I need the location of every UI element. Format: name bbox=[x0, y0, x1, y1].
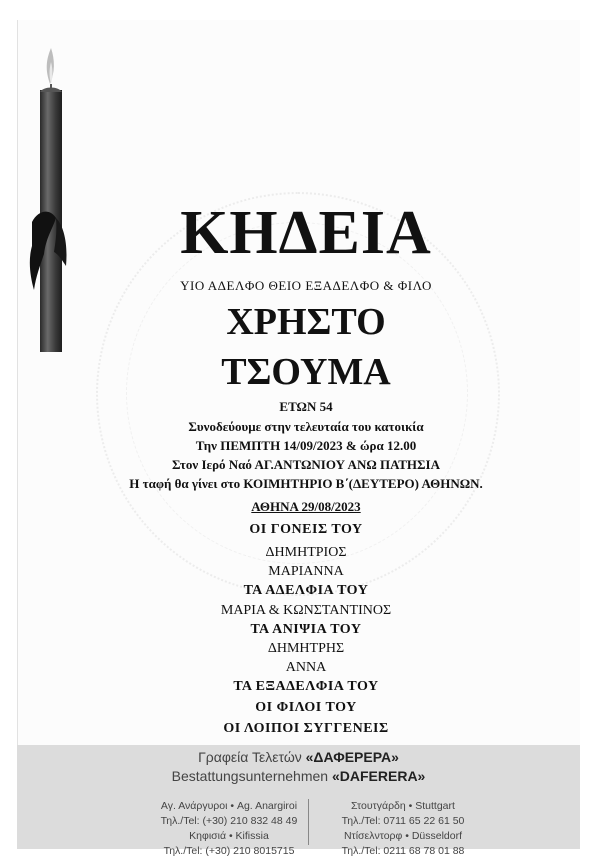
candle-with-black-ribbon-icon bbox=[24, 40, 72, 352]
footer-phone: Τηλ./Tel: (+30) 210 8015715 bbox=[163, 845, 295, 857]
ceremony-line: Συνοδεύουμε στην τελευταία του κατοικία bbox=[188, 419, 424, 434]
mourner-group-heading: ΤΑ ΕΞΑΔΕΛΦΙΑ ΤΟΥ bbox=[233, 679, 379, 694]
deceased-last-name: ΤΣΟΥΜΑ bbox=[221, 351, 391, 393]
funeral-home-footer bbox=[17, 745, 580, 857]
mourner-group-heading: ΤΑ ΑΔΕΛΦΙΑ ΤΟΥ bbox=[243, 583, 369, 598]
footer-line-greek bbox=[17, 749, 580, 765]
mourner-name: ΜΑΡΙΑ & ΚΩΝΣΤΑΝΤΙΝΟΣ bbox=[220, 603, 392, 618]
ceremony-line: Την ΠΕΜΠΤΗ 14/09/2023 & ώρα 12.00 bbox=[195, 438, 417, 453]
ceremony-line: Στον Ιερό Ναό ΑΓ.ΑΝΤΩΝΙΟΥ ΑΝΩ ΠΑΤΗΣΙΑ bbox=[172, 457, 440, 472]
footer-prefix-german: Bestattungsunternehmen bbox=[171, 768, 332, 784]
relation-line: ΥΙΟ ΑΔΕΛΦΟ ΘΕΙΟ ΕΞΑΔΕΛΦΟ & ΦΙΛΟ bbox=[180, 278, 432, 293]
notice-date: ΑΘΗΝΑ 29/08/2023 bbox=[251, 499, 361, 514]
footer-phone: Τηλ./Tel: (+30) 210 832 48 49 bbox=[160, 815, 298, 827]
footer-prefix-greek: Γραφεία Τελετών bbox=[198, 749, 306, 765]
footer-contacts-greece bbox=[135, 799, 323, 859]
notice-title: ΚΗΔΕΙΑ bbox=[180, 199, 432, 267]
mourner-group-heading: ΟΙ ΦΙΛΟΙ ΤΟΥ bbox=[255, 700, 357, 715]
footer-phone: Τηλ./Tel: 0711 65 22 61 50 bbox=[341, 815, 465, 827]
deceased-first-name: ΧΡΗΣΤΟ bbox=[226, 301, 386, 343]
footer-location: Κηφισιά • Kifissia bbox=[189, 830, 269, 842]
mourner-group-heading: ΤΑ ΑΝΙΨΙΑ ΤΟΥ bbox=[250, 622, 362, 637]
footer-location: Στουτγάρδη • Stuttgart bbox=[351, 800, 455, 812]
footer-name-german: «DAFERERA» bbox=[331, 768, 426, 784]
mourner-name: ΑΝΝΑ bbox=[285, 660, 327, 675]
mourner-name: ΔΗΜΗΤΡΗΣ bbox=[267, 641, 345, 656]
footer-location: Ντίσελντορφ • Düsseldorf bbox=[343, 830, 463, 842]
footer-name-greek: «ΔΑΦΕΡΕΡΑ» bbox=[305, 749, 399, 765]
footer-contacts-germany bbox=[309, 799, 497, 859]
mourner-name: ΔΗΜΗΤΡΙΟΣ bbox=[265, 545, 347, 560]
ceremony-line: Η ταφή θα γίνει στο ΚΟΙΜΗΤΗΡΙΟ Β΄(ΔΕΥΤΕΡΟ) ΑΘΗΝΩΝ. bbox=[129, 476, 483, 491]
footer-location: Αγ. Ανάργυροι • Ag. Anargiroi bbox=[160, 800, 298, 812]
mourner-group-heading: ΟΙ ΓΟΝΕΙΣ ΤΟΥ bbox=[249, 522, 363, 537]
footer-line-german bbox=[17, 768, 580, 784]
mourner-group-heading: ΟΙ ΛΟΙΠΟΙ ΣΥΓΓΕΝΕΙΣ bbox=[223, 721, 389, 736]
age-line: ΕΤΩΝ 54 bbox=[279, 399, 333, 414]
mourner-name: ΜΑΡΙΑΝΝΑ bbox=[268, 564, 344, 579]
footer-phone: Τηλ./Tel: 0211 68 78 01 88 bbox=[341, 845, 465, 857]
